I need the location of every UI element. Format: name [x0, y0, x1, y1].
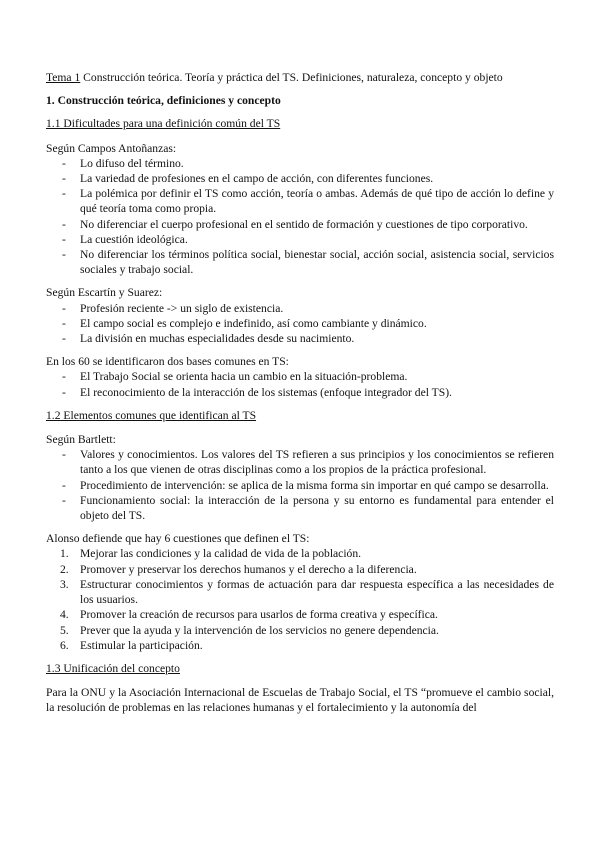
- list-item: 4. Promover la creación de recursos para usarlos de forma creativa y específica.: [60, 608, 438, 622]
- list-item: - La división en muchas especialidades desde su nacimiento.: [62, 332, 355, 346]
- document-page: [46, 70, 554, 717]
- list-item: - No diferenciar el cuerpo profesional en el sentido de formación y cuestiones de tipo corporativo.: [62, 217, 528, 231]
- escartin-intro: Según Escartín y Suarez:: [46, 286, 163, 300]
- list-item: - Valores y conocimientos. Los valores del TS refieren a sus principios y los conocimientos se refieren tanto a los que vienen de otras disciplinas como a los propios de la práctica profesional.: [62, 448, 554, 477]
- list-item: 6. Estimular la participación.: [60, 638, 203, 652]
- section-1-title: 1. Construcción teórica, definiciones y concepto: [46, 94, 281, 108]
- topic-label: Tema 1: [46, 71, 81, 84]
- sixties-list: [46, 369, 554, 399]
- list-item: - Procedimiento de intervención: se aplica de la misma forma sin importar en qué campo se desarrolla.: [62, 478, 549, 492]
- list-item: - La polémica por definir el TS como acción, teoría o ambas. Además de qué tipo de acción lo define y qué teoría toma como propia.: [62, 187, 554, 216]
- list-item: 5. Prever que la ayuda y la intervención de los servicios no genere dependencia.: [60, 623, 439, 637]
- list-item: - Funcionamiento social: la interacción de la persona y su entorno es fundamental para entender el objeto del TS.: [62, 493, 554, 523]
- list-item: 2. Promover y preservar los derechos humanos y el derecho a la diferencia.: [60, 562, 417, 576]
- topic-title: Construcción teórica. Teoría y práctica del TS. Definiciones, naturaleza, concepto y objeto: [80, 71, 503, 84]
- subsection-1-3-title: 1.3 Unificación del concepto: [46, 661, 180, 675]
- subsection-1-2-title: 1.2 Elementos comunes que identifican al TS: [46, 408, 257, 422]
- campos-intro: Según Campos Antoñanzas:: [46, 141, 177, 155]
- sixties-intro: En los 60 se identificaron dos bases comunes en TS:: [46, 355, 289, 369]
- unificacion-paragraph: Para la ONU y la Asociación Internacional de Escuelas de Trabajo Social, el TS “promueve el cambio social, la resolución de problemas en las relaciones humanas y el fortalecimiento y la autonomía del: [46, 686, 554, 715]
- list-item: - Profesión reciente -> un siglo de existencia.: [62, 301, 284, 315]
- topic-heading: [46, 70, 554, 85]
- list-item: - La cuestión ideológica.: [62, 232, 188, 246]
- alonso-intro: Alonso defiende que hay 6 cuestiones que definen el TS:: [46, 532, 310, 546]
- campos-list: [46, 156, 554, 278]
- list-item: - Lo difuso del término.: [62, 156, 184, 170]
- subsection-1-1-title: 1.1 Dificultades para una definición común del TS: [46, 117, 281, 131]
- list-item: - El Trabajo Social se orienta hacia un cambio en la situación-problema.: [62, 370, 408, 384]
- bartlett-intro: Según Bartlett:: [46, 433, 116, 447]
- alonso-list: [46, 546, 554, 652]
- list-item: - El campo social es complejo e indefinido, así como cambiante y dinámico.: [62, 316, 427, 330]
- list-item: - El reconocimiento de la interacción de los sistemas (enfoque integrador del TS).: [62, 385, 452, 399]
- escartin-list: [46, 301, 554, 347]
- list-item: - La variedad de profesiones en el campo de acción, con diferentes funciones.: [62, 172, 434, 186]
- list-item: - No diferenciar los términos política social, bienestar social, acción social, asistencia social, servicios sociales y trabajo social.: [62, 248, 554, 277]
- bartlett-list: [46, 447, 554, 523]
- list-item: 3. Estructurar conocimientos y formas de actuación para dar respuesta específica a las necesidades de los usuarios.: [60, 577, 554, 607]
- list-item: 1. Mejorar las condiciones y la calidad de vida de la población.: [60, 547, 362, 561]
